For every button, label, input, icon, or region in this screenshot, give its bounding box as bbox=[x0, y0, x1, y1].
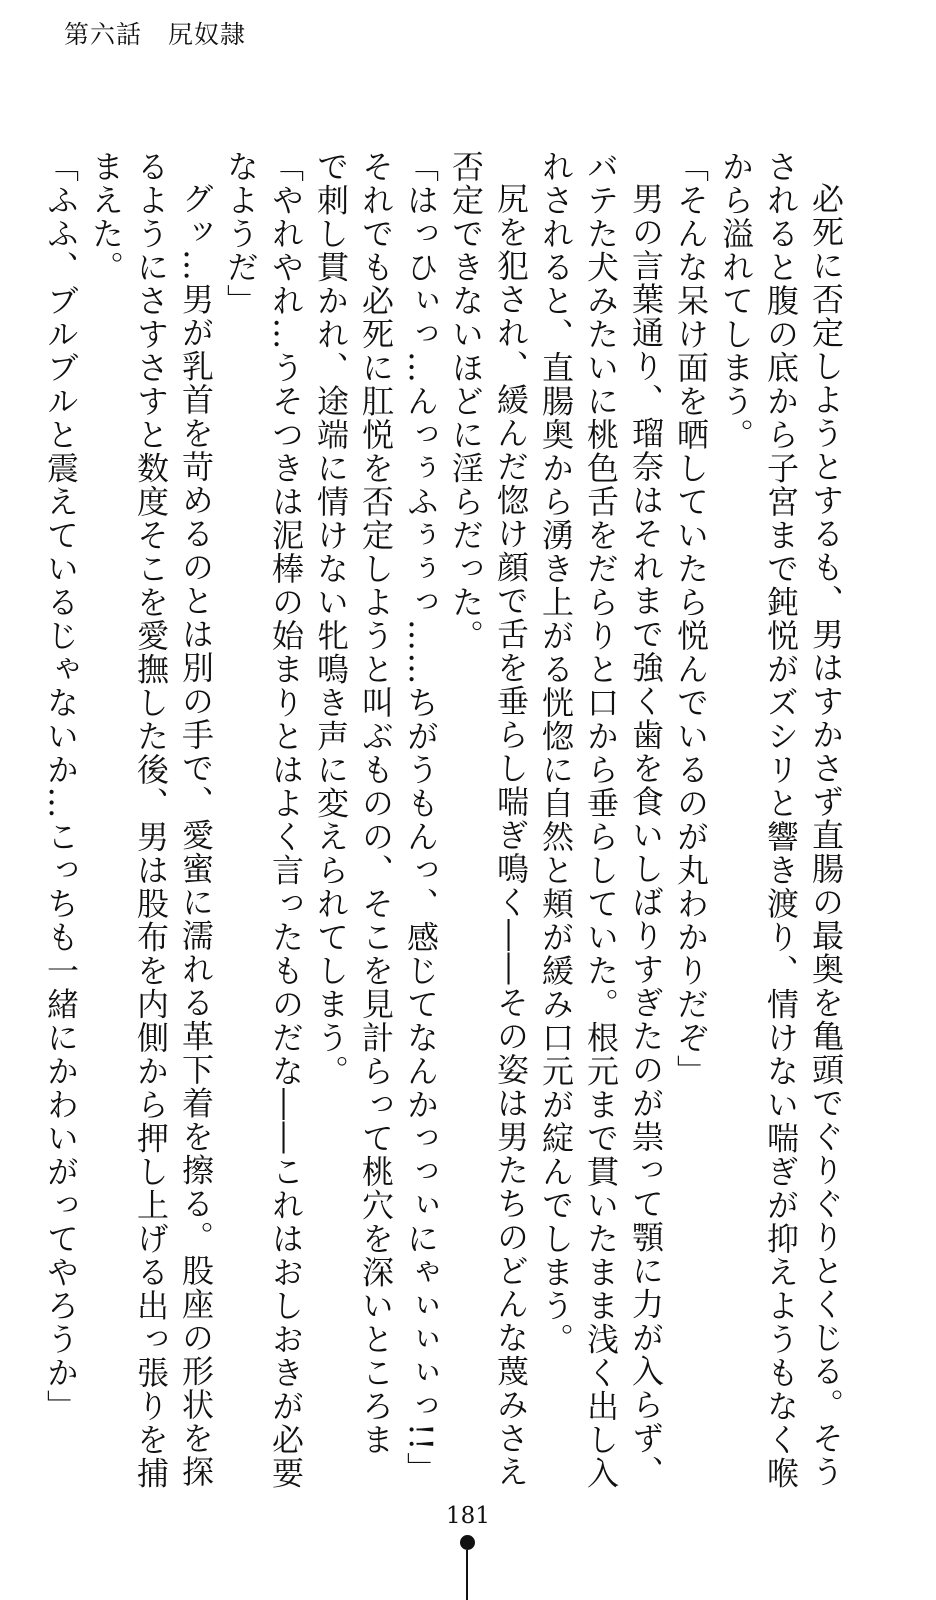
folio-dot-ornament bbox=[460, 1535, 475, 1550]
paragraph-line: 否定できないほどに淫らだった。 bbox=[447, 150, 485, 653]
paragraph-line: バテた犬みたいに桃色舌をだらりと口から垂らしていた。根元まで貫いたまま浅く出し入 bbox=[582, 150, 620, 1490]
paragraph-line: グッ…男が乳首を苛めるのとは別の手で、愛蜜に濡れる革下着を擦る。股座の形状を探 bbox=[177, 182, 215, 1489]
body-text-column bbox=[42, 150, 848, 1490]
paragraph-line: 「ふふ、ブルブルと震えているじゃないか…こっちも一緒にかわいがってやろうか」 bbox=[42, 150, 80, 1423]
paragraph-line: るようにさすさすと数度そこを愛撫した後、男は股布を内側から押し上げる出っ張りを捕 bbox=[132, 150, 170, 1490]
paragraph-line: 「そんな呆け面を晒していたら悦んでいるのが丸わかりだぞ」 bbox=[672, 150, 710, 1088]
paragraph-line: 男の言葉通り、瑠奈はそれまで強く歯を食いしばりすぎたのが祟って顎に力が入らず、 bbox=[627, 182, 665, 1489]
folio-line-ornament bbox=[466, 1550, 468, 1600]
running-header: 第六話 尻奴隷 bbox=[64, 20, 247, 49]
paragraph-line: されると腹の底から子宮まで鈍悦がズシリと響き渡り、情けない喘ぎが抑えようもなく喉 bbox=[762, 150, 800, 1490]
paragraph-line: 必死に否定しようとするも、男はすかさず直腸の最奥を亀頭でぐりぐりとくじる。そう bbox=[807, 182, 845, 1489]
paragraph-line: まえた。 bbox=[87, 150, 125, 284]
paragraph-line: それでも必死に肛悦を否定しようと叫ぶものの、そこを見計らって桃穴を深いところま bbox=[357, 150, 395, 1457]
paragraph-line: なようだ」 bbox=[222, 150, 260, 318]
paragraph-line: れされると、直腸奥から湧き上がる恍惚に自然と頬が緩み口元が綻んでしまう。 bbox=[537, 150, 575, 1356]
paragraph-line: で刺し貫かれ、途端に情けない牝鳴き声に変えられてしまう。 bbox=[312, 150, 350, 1088]
paragraph-line: から溢れてしまう。 bbox=[717, 150, 755, 452]
paragraph-line: 「やれやれ…うそつきは泥棒の始まりとはよく言ったものだな――これはおしおきが必要 bbox=[267, 150, 305, 1490]
paragraph-line: 尻を犯され、緩んだ惚け顔で舌を垂らし喘ぎ鳴く――その姿は男たちのどんな蔑みさえ bbox=[492, 182, 530, 1489]
page-number: 181 bbox=[446, 1503, 490, 1529]
paragraph-line: 「はっひぃっ…んっぅふぅぅっ……ちがうもんっ、感じてなんかっっぃにゃぃぃぃっ!!」 bbox=[402, 150, 440, 1486]
